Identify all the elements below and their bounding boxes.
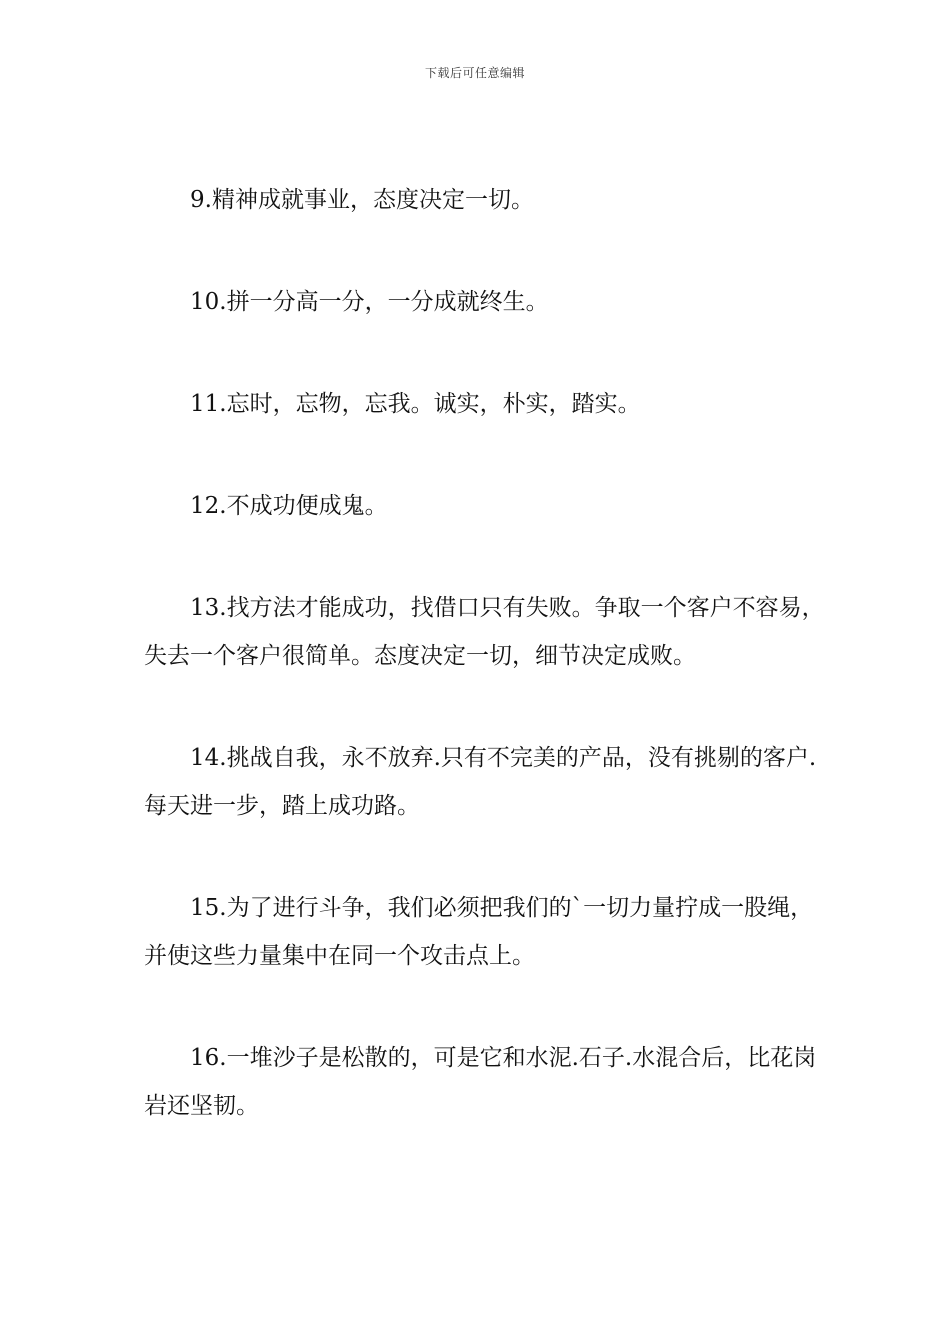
paragraph-16: 16.一堆沙子是松散的，可是它和水泥.石子.水混合后，比花岗岩还坚韧。 xyxy=(144,1045,817,1119)
paragraph-15: 15.为了进行斗争，我们必须把我们的`一切力量拧成一股绳，并使这些力量集中在同一个攻击点上。 xyxy=(144,895,814,969)
paragraph-14: 14.挑战自我，永不放弃.只有不完美的产品，没有挑剔的客户.每天进一步，踏上成功路。 xyxy=(144,745,817,819)
page-header: 下载后可任意编辑 xyxy=(424,66,525,80)
paragraph-9: 9.精神成就事业，态度决定一切。 xyxy=(190,187,534,213)
paragraph-10: 10.拼一分高一分，一分成就终生。 xyxy=(190,289,549,315)
document-body xyxy=(144,176,834,1184)
paragraph-11: 11.忘时，忘物，忘我。诚实，朴实，踏实。 xyxy=(190,391,641,417)
paragraph-13: 13.找方法才能成功，找借口只有失败。争取一个客户不容易，失去一个客户很简单。态度决定一切，细节决定成败。 xyxy=(144,595,825,669)
paragraph-12: 12.不成功便成鬼。 xyxy=(190,493,388,519)
